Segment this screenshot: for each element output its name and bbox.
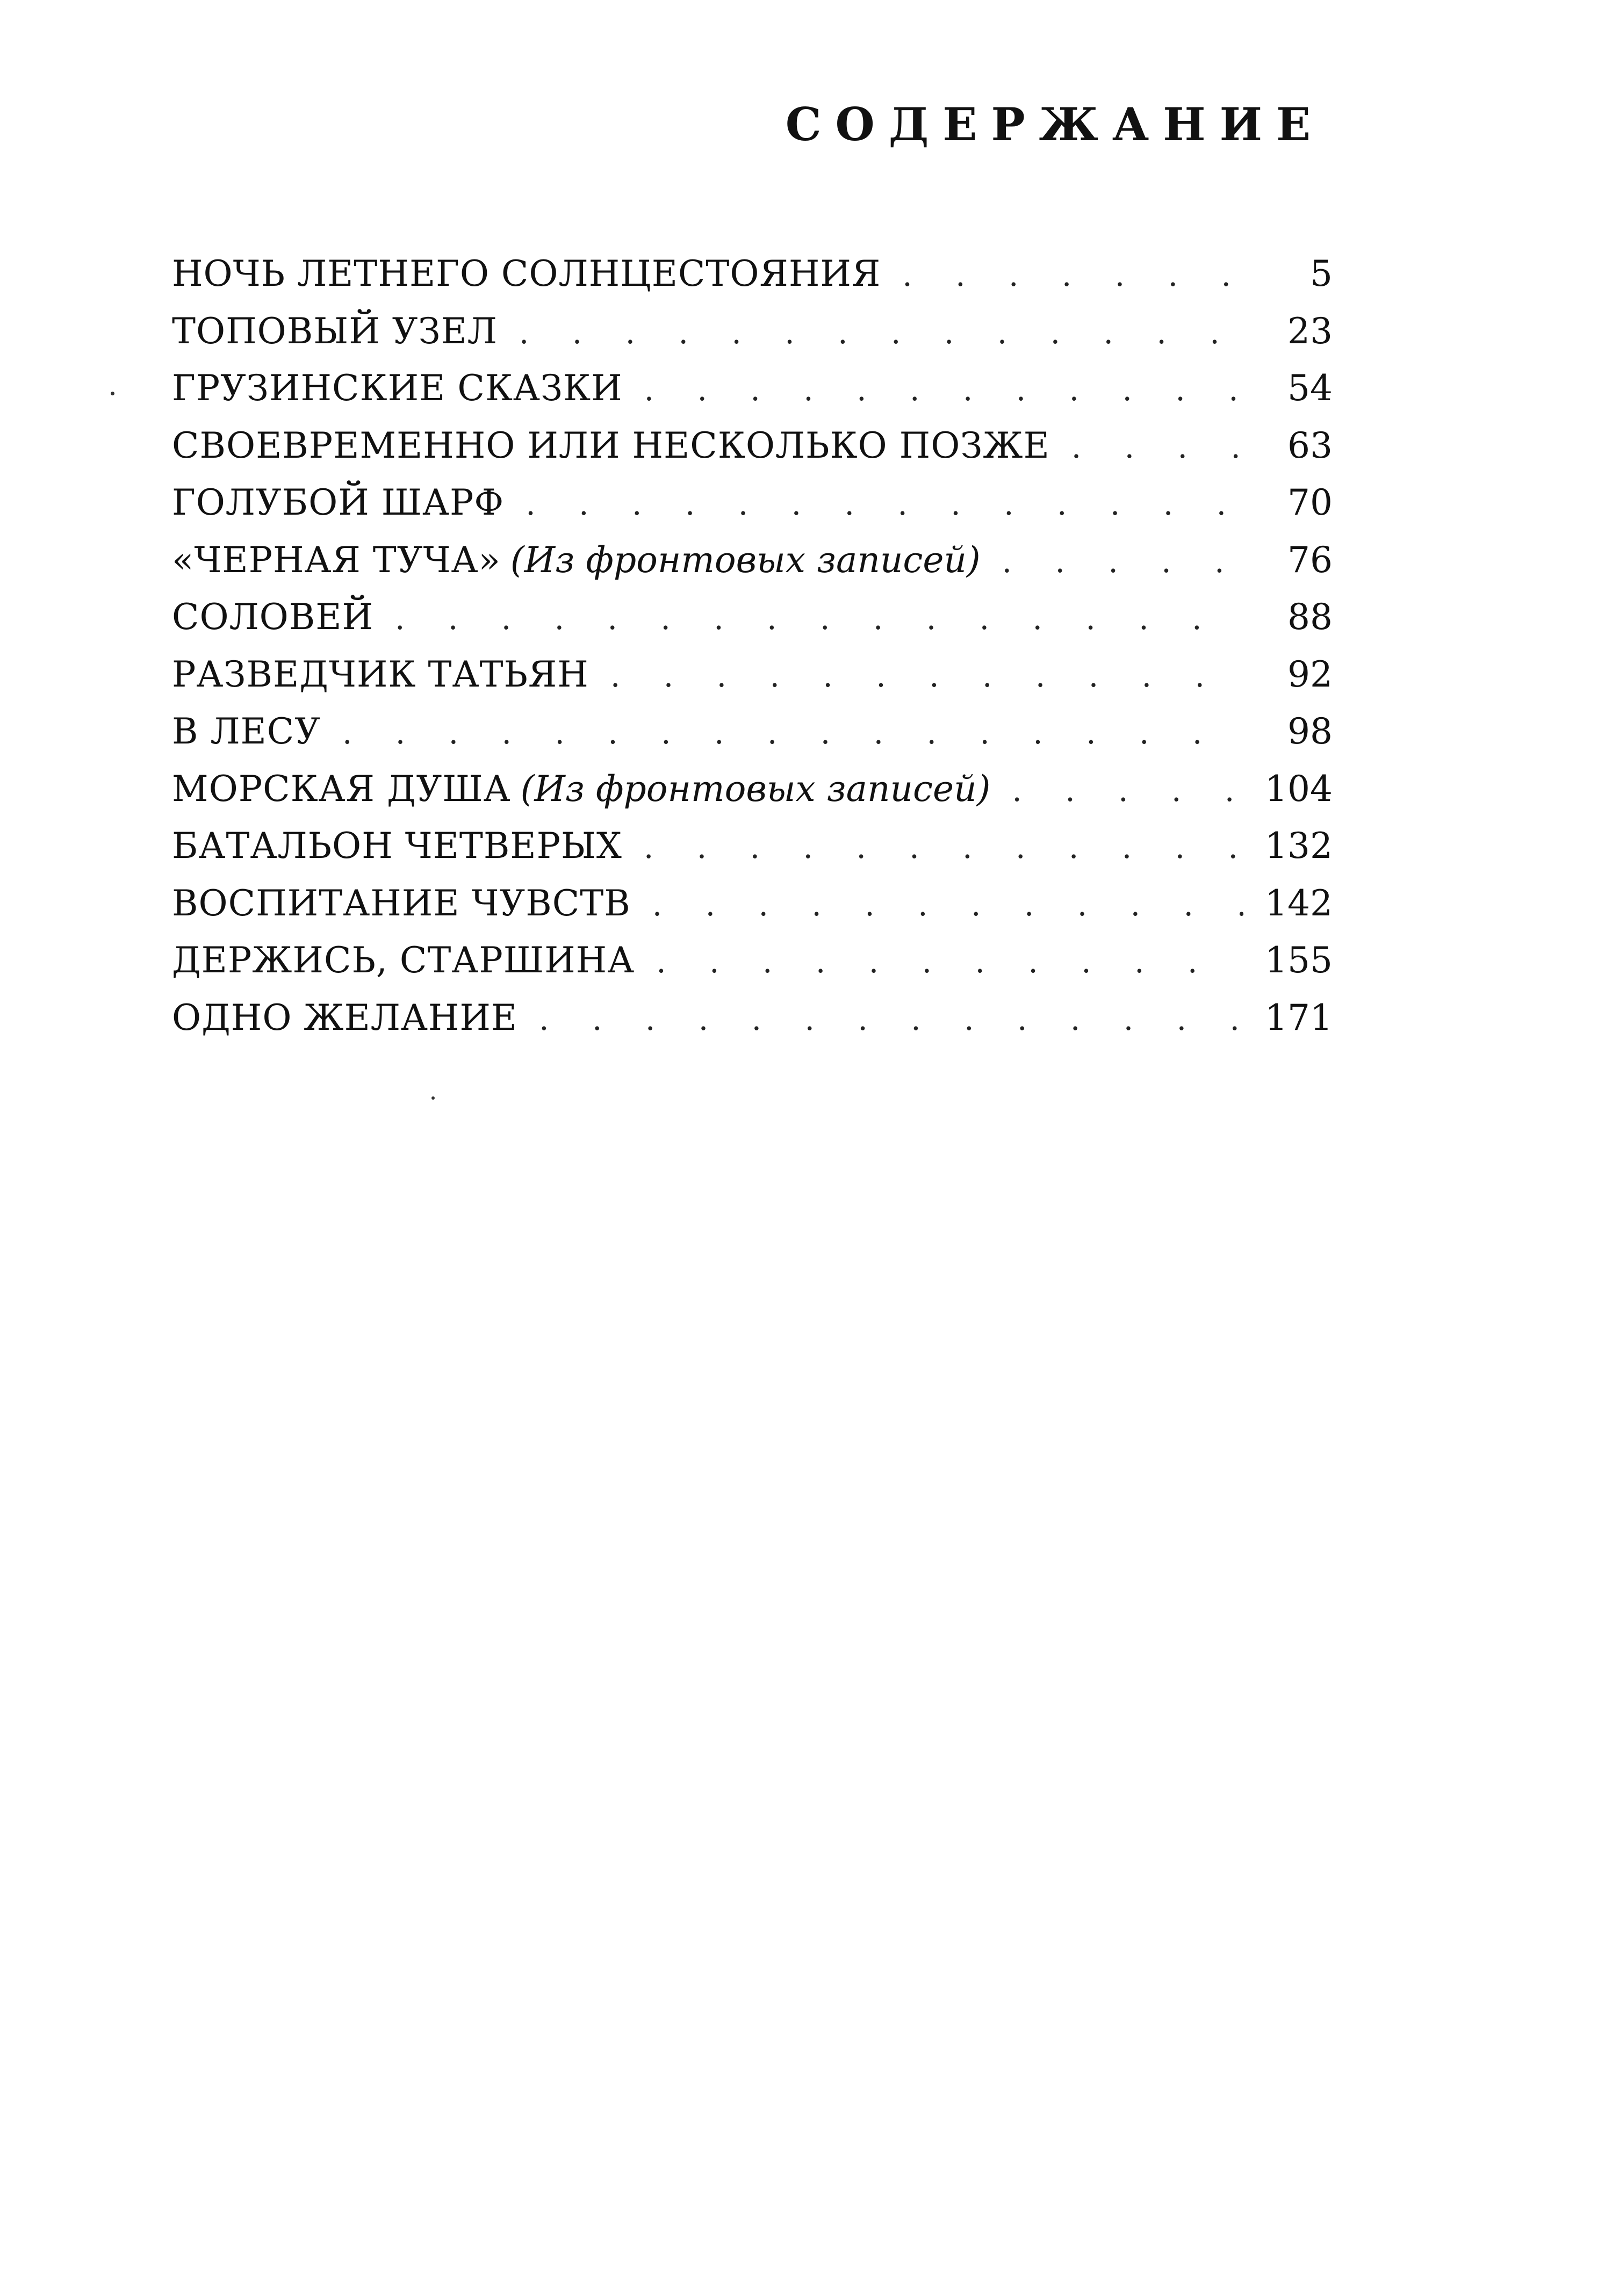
entry-page-number: 88: [1287, 596, 1333, 638]
entry-title: ОДНО ЖЕЛАНИЕ: [172, 997, 518, 1038]
dot-leader: [610, 647, 1243, 705]
entry-title: ДЕРЖИСЬ, СТАРШИНА: [172, 940, 635, 981]
dot-leader: [526, 475, 1243, 533]
dot-leader: [1002, 533, 1243, 590]
dot-leader: [519, 304, 1243, 362]
entry-title: СВОЕВРЕМЕННО ИЛИ НЕСКОЛЬКО ПОЗЖЕ: [172, 424, 1050, 466]
dot-leader: [644, 361, 1243, 418]
toc-entry: [172, 990, 1333, 1047]
scan-speck: [431, 1096, 435, 1100]
entry-page-number: 104: [1265, 768, 1333, 810]
toc-entry: [172, 417, 1333, 475]
entry-title: МОРСКАЯ ДУША: [172, 768, 511, 810]
entry-title: НОЧЬ ЛЕТНЕГО СОЛНЦЕСТОЯНИЯ: [172, 253, 881, 294]
entry-title: СОЛОВЕЙ: [172, 596, 374, 638]
entry-title: ГРУЗИНСКИЕ СКАЗКИ: [172, 367, 623, 409]
dot-leader: [395, 590, 1243, 647]
entry-page-number: 76: [1287, 539, 1333, 581]
dot-leader: [1071, 418, 1243, 476]
toc-entry: [172, 360, 1333, 417]
entry-page-number: 92: [1287, 653, 1333, 695]
entry-page-number: 132: [1265, 825, 1333, 867]
entry-page-number: 5: [1310, 253, 1333, 294]
table-of-contents: [172, 246, 1333, 1046]
entry-page-number: 98: [1287, 711, 1333, 752]
toc-entry: [172, 875, 1333, 933]
dot-leader: [644, 819, 1243, 876]
dot-leader: [1012, 762, 1243, 819]
entry-page-number: 155: [1265, 940, 1333, 981]
entry-title: ТОПОВЫЙ УЗЕЛ: [172, 310, 498, 352]
dot-leader: [902, 247, 1243, 304]
toc-entry: [172, 703, 1333, 761]
toc-entry: [172, 818, 1333, 875]
dot-leader: [539, 991, 1243, 1048]
entry-note: (Из фронтовых записей): [510, 539, 981, 581]
entry-title: БАТАЛЬОН ЧЕТВЕРЫХ: [172, 825, 622, 867]
page-title: СОДЕРЖАНИЕ: [785, 98, 1325, 151]
scan-speck: [111, 392, 114, 395]
entry-page-number: 70: [1287, 482, 1333, 523]
entry-page-number: 54: [1287, 367, 1333, 409]
entry-page-number: 171: [1265, 997, 1333, 1038]
entry-title: В ЛЕСУ: [172, 711, 321, 752]
entry-note: (Из фронтовых записей): [520, 768, 991, 810]
entry-title: РАЗВЕДЧИК ТАТЬЯН: [172, 653, 589, 695]
entry-title: ВОСПИТАНИЕ ЧУВСТВ: [172, 882, 631, 924]
toc-entry: [172, 246, 1333, 303]
entry-page-number: 23: [1287, 310, 1333, 352]
dot-leader: [652, 876, 1243, 934]
entry-page-number: 142: [1265, 882, 1333, 924]
entry-title: «ЧЕРНАЯ ТУЧА»: [172, 539, 501, 581]
toc-entry: [172, 303, 1333, 360]
entry-title: ГОЛУБОЙ ШАРФ: [172, 482, 505, 523]
entry-page-number: 63: [1287, 424, 1333, 466]
toc-entry: [172, 932, 1333, 990]
toc-entry: [172, 589, 1333, 646]
dot-leader: [656, 933, 1243, 991]
dot-leader: [342, 704, 1243, 762]
toc-entry: [172, 646, 1333, 704]
toc-entry: [172, 761, 1333, 818]
toc-entry: [172, 474, 1333, 532]
toc-entry: [172, 532, 1333, 589]
